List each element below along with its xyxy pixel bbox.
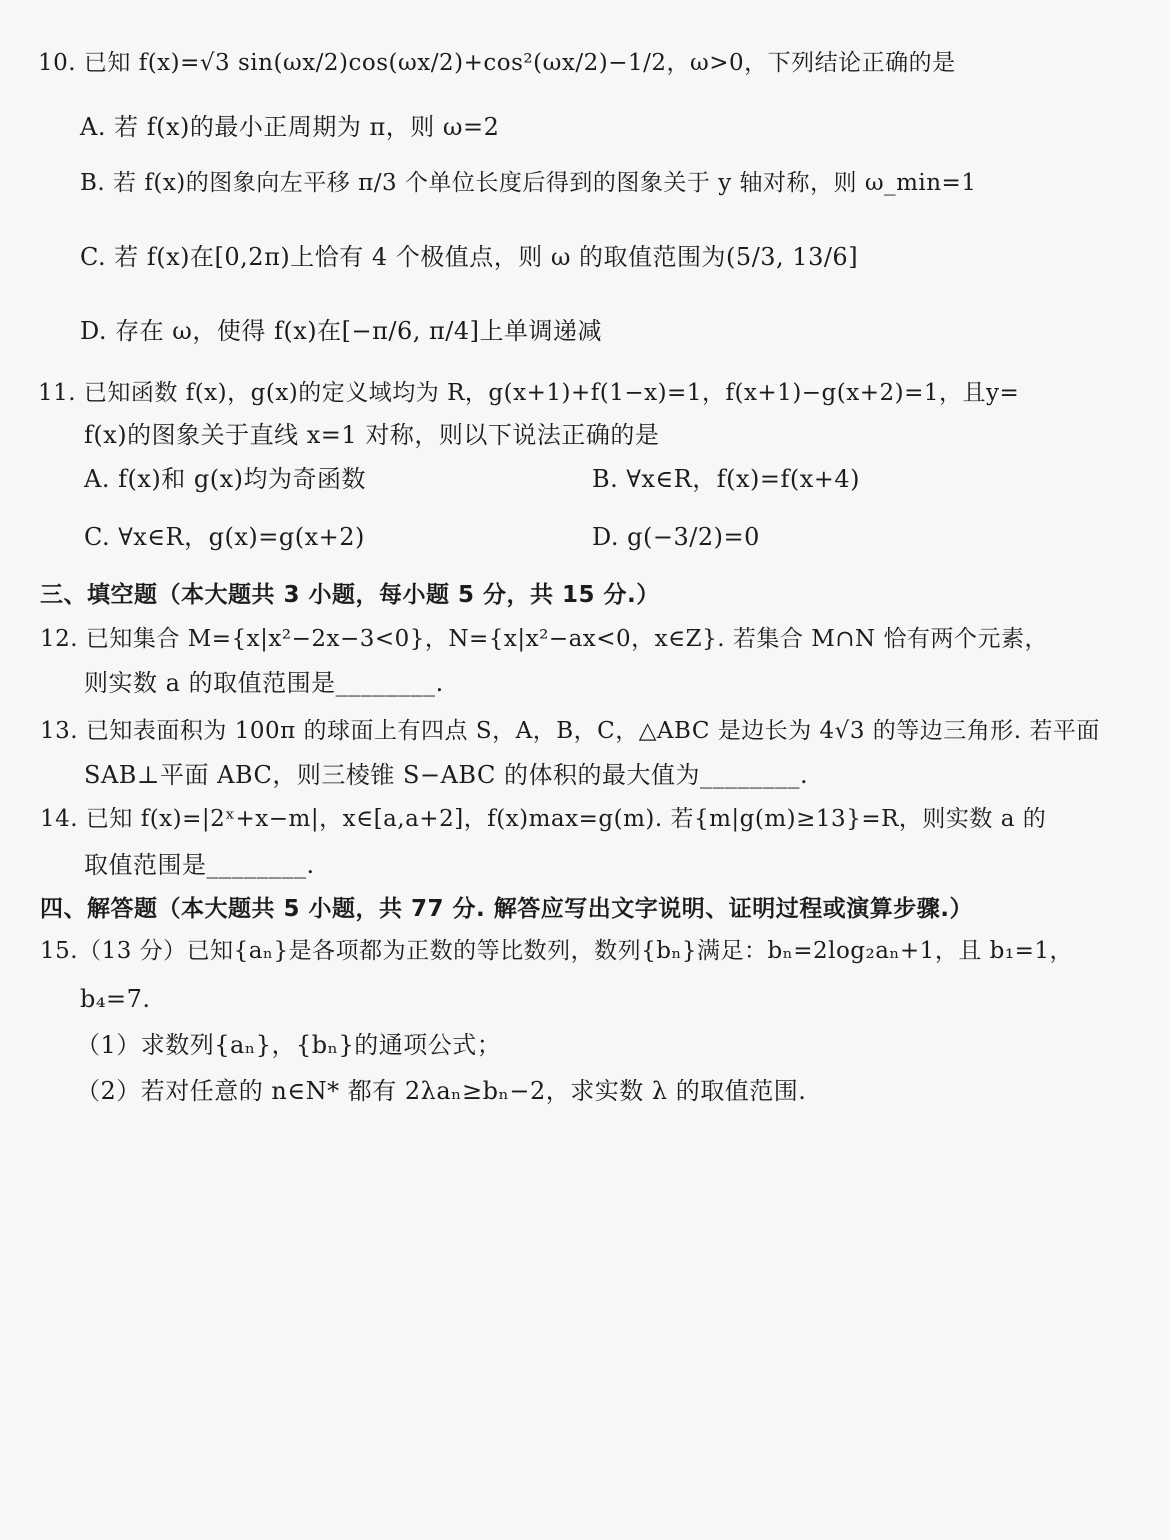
q10-option-c: C. 若 f(x)在[0,2π)上恰有 4 个极值点，则 ω 的取值范围为(5/3, 13/6] xyxy=(80,243,859,271)
section-fill-in-heading: 三、填空题（本大题共 3 小题，每小题 5 分，共 15 分.） xyxy=(40,582,660,608)
q15-line1: 15.（13 分）已知{aₙ}是各项都为正数的等比数列，数列{bₙ}满足：bₙ=2log₂aₙ+1，且 b₁=1， xyxy=(40,938,1073,964)
q14-line1: 14. 已知 f(x)=|2ˣ+x−m|，x∈[a,a+2]，f(x)max=g(m). 若{m|g(m)≥13}=R，则实数 a 的 xyxy=(40,806,1047,832)
q13-line2: SAB⊥平面 ABC，则三棱锥 S−ABC 的体积的最大值为________. xyxy=(84,761,809,789)
q12-line2: 则实数 a 的取值范围是________. xyxy=(84,669,444,697)
q13-line1: 13. 已知表面积为 100π 的球面上有四点 S，A，B，C，△ABC 是边长为 4√3 的等边三角形. 若平面 xyxy=(40,718,1100,744)
q10-stem: 10. 已知 f(x)=√3 sin(ωx/2)cos(ωx/2)+cos²(ωx/2)−1/2，ω>0，下列结论正确的是 xyxy=(38,50,956,76)
section-answer-heading: 四、解答题（本大题共 5 小题，共 77 分. 解答应写出文字说明、证明过程或演算步骤.） xyxy=(40,896,974,922)
q11-option-b: B. ∀x∈R，f(x)=f(x+4) xyxy=(592,465,861,493)
q11-option-c: C. ∀x∈R，g(x)=g(x+2) xyxy=(84,523,365,551)
q10-option-b: B. 若 f(x)的图象向左平移 π/3 个单位长度后得到的图象关于 y 轴对称，则 ω_min=1 xyxy=(80,170,977,196)
q10-option-a: A. 若 f(x)的最小正周期为 π，则 ω=2 xyxy=(80,113,500,141)
q15-part2: （2）若对任意的 n∈N* 都有 2λaₙ≥bₙ−2，求实数 λ 的取值范围. xyxy=(76,1077,807,1105)
q10-option-d: D. 存在 ω，使得 f(x)在[−π/6, π/4]上单调递减 xyxy=(80,317,602,345)
q15-part1: （1）求数列{aₙ}，{bₙ}的通项公式； xyxy=(76,1031,502,1059)
q11-option-d: D. g(−3/2)=0 xyxy=(592,523,760,551)
q12-line1: 12. 已知集合 M={x|x²−2x−3<0}，N={x|x²−ax<0，x∈Z}. 若集合 M∩N 恰有两个元素， xyxy=(40,626,1048,652)
q14-line2: 取值范围是________. xyxy=(84,851,315,879)
q11-option-a: A. f(x)和 g(x)均为奇函数 xyxy=(84,465,366,493)
q15-line2: b₄=7. xyxy=(80,985,151,1013)
q11-stem-line1: 11. 已知函数 f(x)，g(x)的定义域均为 R，g(x+1)+f(1−x)=1，f(x+1)−g(x+2)=1，且y= xyxy=(38,380,1020,406)
q11-stem-line2: f(x)的图象关于直线 x=1 对称，则以下说法正确的是 xyxy=(84,421,660,449)
